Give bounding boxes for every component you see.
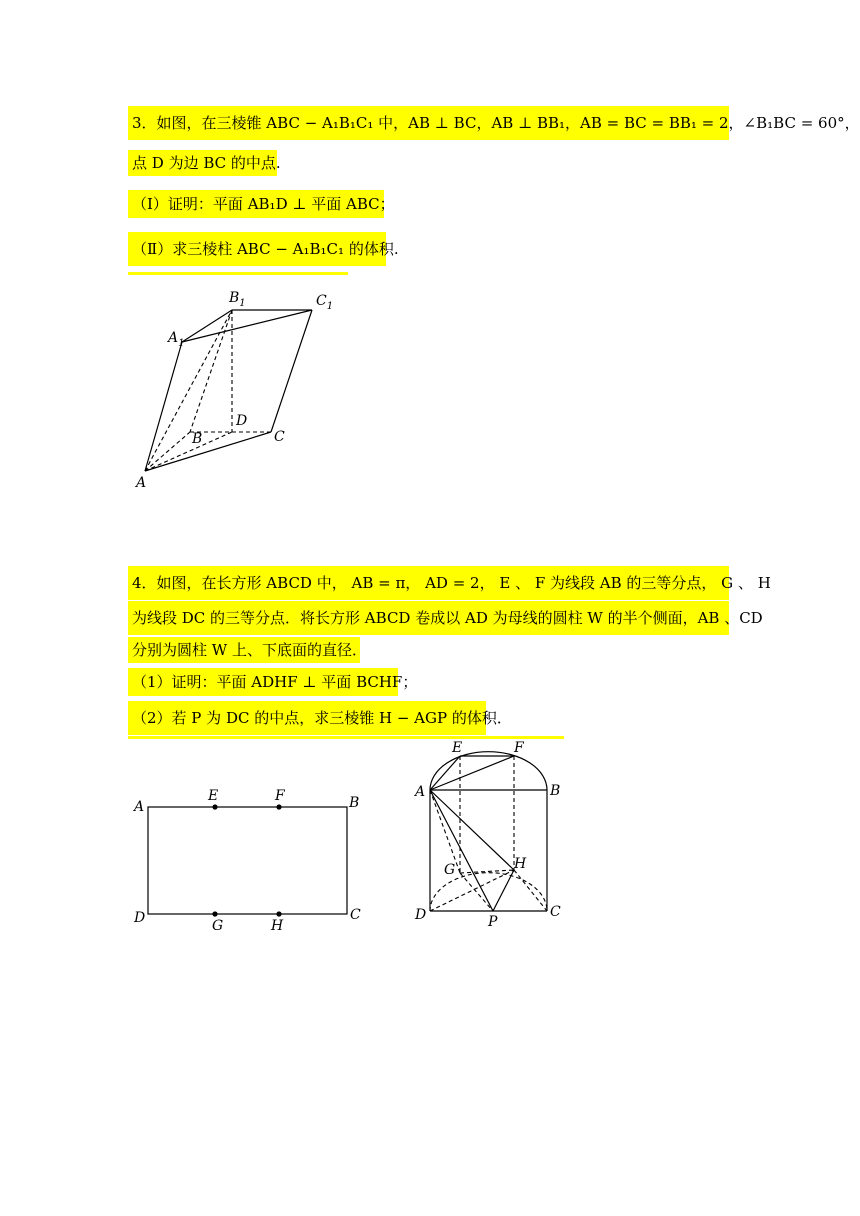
cyl-label-G: G [444, 862, 456, 878]
rect-label-B: B [349, 795, 360, 811]
rect-label-D: D [134, 910, 146, 926]
rect-label-A: A [134, 799, 145, 815]
problem3-part2: （Ⅱ）求三棱柱 ABC − A₁B₁C₁ 的体积. [128, 232, 386, 266]
label-C1: $C_1$ [316, 293, 334, 312]
problem3-underline [128, 272, 348, 275]
problem4-line3: 分别为圆柱 W 上、下底面的直径． [128, 637, 360, 663]
label-B1: $B_1$ [229, 290, 246, 309]
problem3-prism-figure [130, 285, 350, 495]
label-B: B [192, 431, 203, 447]
problem3-part1: （Ⅰ）证明：平面 AB₁D ⊥ 平面 ABC； [128, 190, 384, 218]
problem4-part1: （1）证明：平面 ADHF ⊥ 平面 BCHF； [128, 668, 398, 696]
rect-label-H: H [271, 918, 284, 934]
label-A: A [136, 475, 147, 491]
problem3-line2: 点 D 为边 BC 的中点. [128, 150, 277, 176]
problem4-line2: 为线段 DC 的三等分点．将长方形 ABCD 卷成以 AD 为母线的圆柱 W 的半个侧面，AB 、CD [128, 601, 729, 635]
cyl-label-B: B [550, 783, 561, 799]
rect-label-G: G [212, 918, 224, 934]
problem3-line1: 3．如图，在三棱锥 ABC − A₁B₁C₁ 中，AB ⊥ BC，AB ⊥ BB₁，AB = BC = BB₁ = 2，∠B₁BC = 60°， [128, 106, 729, 140]
cyl-label-H: H [514, 856, 527, 872]
cyl-label-D: D [415, 907, 427, 923]
problem4-part2: （2）若 P 为 DC 的中点，求三棱锥 H − AGP 的体积． [128, 701, 486, 735]
label-D: D [236, 413, 248, 429]
rect-label-C: C [350, 907, 361, 923]
rect-label-F: F [275, 788, 285, 804]
cyl-label-A: A [415, 784, 426, 800]
cyl-label-F: F [514, 740, 524, 756]
problem4-line1: 4．如图，在长方形 ABCD 中， AB = π， AD = 2， E 、 F 为线段 AB 的三等分点， G 、 H [128, 566, 729, 600]
rect-label-E: E [208, 788, 219, 804]
cyl-label-C: C [550, 904, 561, 920]
cyl-label-P: P [488, 914, 498, 930]
label-C: C [274, 429, 285, 445]
problem4-rectangle-figure [128, 785, 368, 935]
label-A1: $A_1$ [168, 330, 185, 349]
problem4-cylinder-figure [410, 738, 570, 933]
cyl-label-E: E [452, 740, 463, 756]
